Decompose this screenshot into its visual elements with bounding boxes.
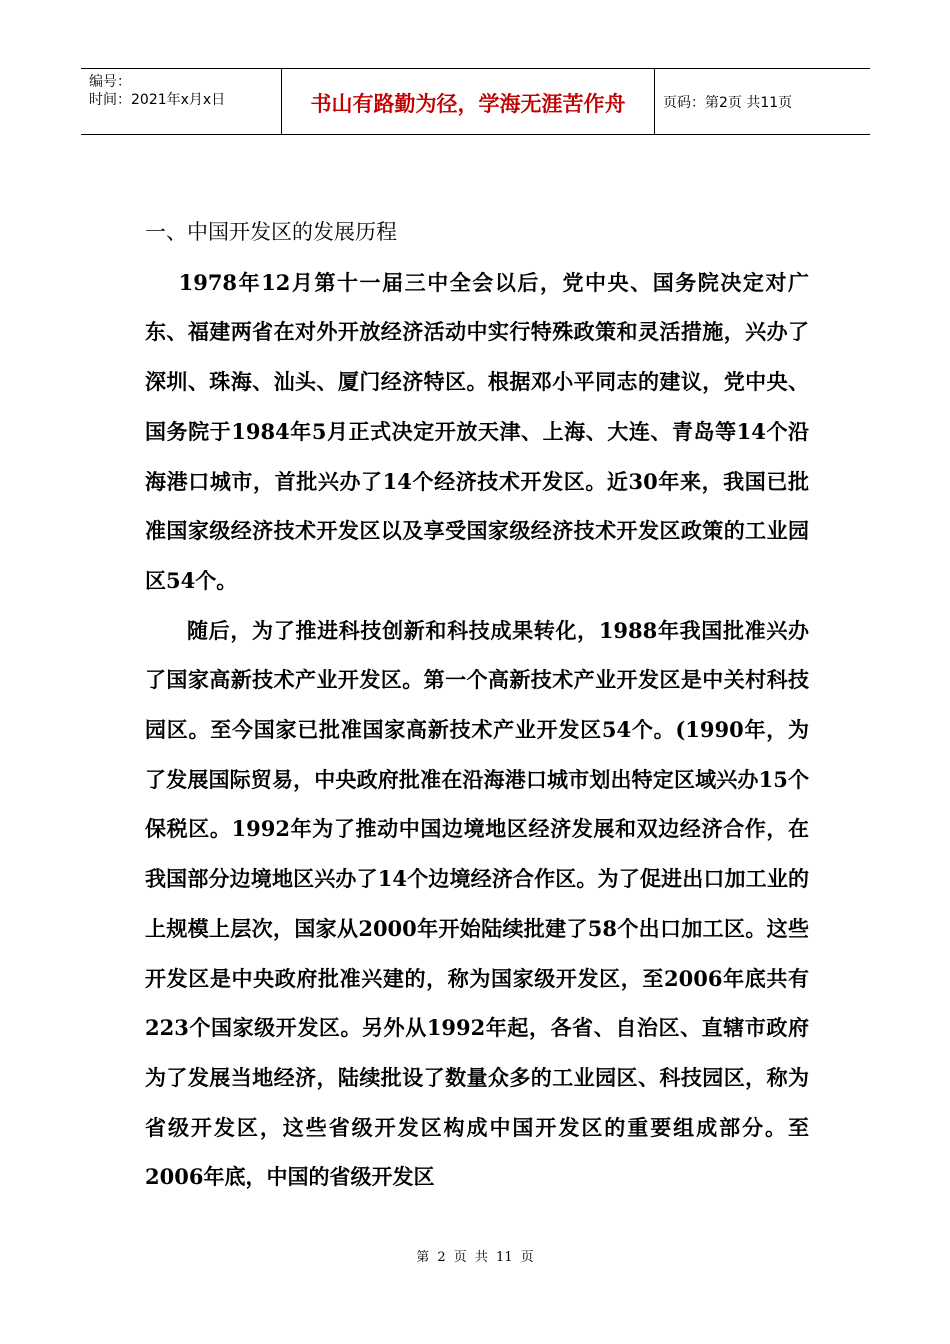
document-body <box>145 208 809 1202</box>
header-motto: 书山有路勤为径，学海无涯苦作舟 <box>282 69 655 134</box>
document-date-label: 时间：2021年x月x日 <box>89 92 226 108</box>
page-footer: 第 2 页 共 11 页 <box>416 1250 534 1265</box>
header-page-info: 页码：第2页 共11页 <box>663 94 793 111</box>
page-header <box>81 68 870 135</box>
section-heading: 一、中国开发区的发展历程 <box>145 220 397 244</box>
paragraph: 1978年12月第十一届三中全会以后，党中央、国务院决定对广东、福建两省在对外开放经济活动中实行特殊政策和灵活措施，兴办了深圳、珠海、汕头、厦门经济特区。根据邓小平同志的建议，党中央、国务院于1984年5月正式决定开放天津、上海、大连、青岛等14个沿海港口城市，首批兴办了14个经济技术开发区。近30年来，我国已批准国家级经济技术开发区以及享受国家级经济技术开发区政策的工业园区54个。 <box>145 269 809 593</box>
document-number-label: 编号： <box>89 74 131 90</box>
header-meta <box>81 69 282 134</box>
paragraph: 随后，为了推进科技创新和科技成果转化，1988年我国批准兴办了国家高新技术产业开发区。第一个高新技术产业开发区是中关村科技园区。至今国家已批准国家高新技术产业开发区54个。(1990年，为了发展国际贸易，中央政府批准在沿海港口城市划出特定区域兴办15个保税区。1992年为了推动中国边境地区经济发展和双边经济合作，在我国部分边境地区兴办了14个边境经济合作区。为了促进出口加工业的上规模上层次，国家从2000年开始陆续批建了58个出口加工区。这些开发区是中央政府批准兴建的，称为国家级开发区，至2006年底共有223个国家级开发区。另外从1992年起，各省、自治区、直辖市政府为了发展当地经济，陆续批设了数量众多的工业园区、科技园区，称为省级开发区，这些省级开发区构成中国开发区的重要组成部分。至2006年底，中国的省级开发区 <box>145 617 809 1190</box>
